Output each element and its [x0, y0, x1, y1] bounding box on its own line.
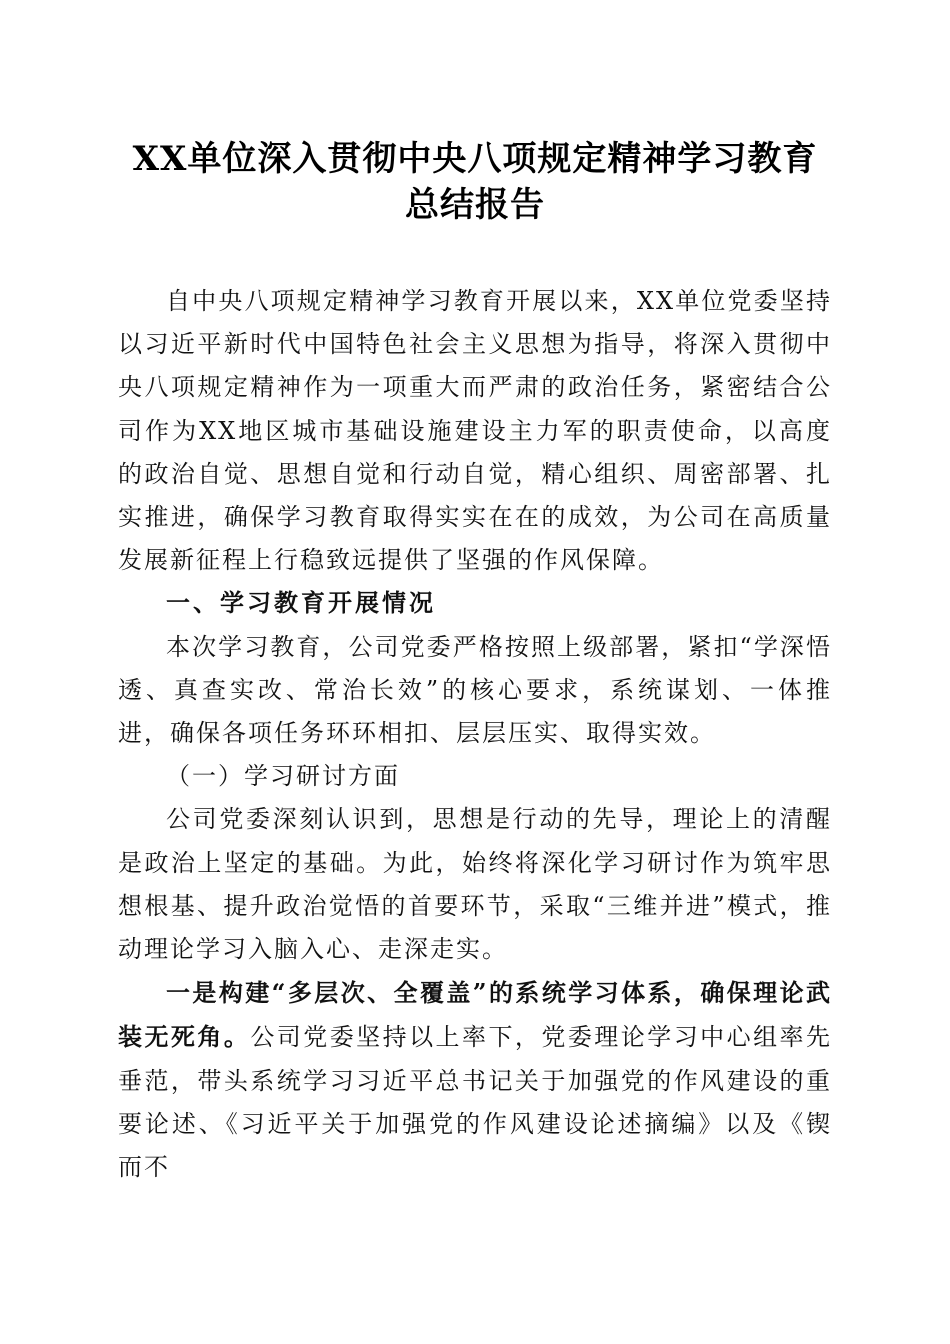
subsection-heading-1: （一）学习研讨方面 [166, 762, 400, 791]
section-heading-1: 一、学习教育开展情况 [166, 589, 436, 618]
point-1-lead: 一是构建“多层次、全覆盖”的系统学习体系，确保理论武装无死角。 [118, 978, 832, 1052]
section-1-paragraph: 本次学习教育，公司党委严格按照上级部署，紧扣“学深悟透、真查实改、常治长效”的核心要求，系统谋划、一体推进，确保各项任务环环相扣、层层压实、取得实效。 [118, 632, 832, 748]
intro-paragraph: 自中央八项规定精神学习教育开展以来，XX单位党委坚持以习近平新时代中国特色社会主义思想为指导，将深入贯彻中央八项规定精神作为一项重大而严肃的政治任务，紧密结合公司作为XX地区城市基础设施建设主力军的职责使命，以高度的政治自觉、思想自觉和行动自觉，精心组织、周密部署、扎实推进，确保学习教育取得实实在在的成效，为公司在高质量发展新征程上行稳致远提供了坚强的作风保障。 [118, 287, 832, 575]
document-title [110, 136, 840, 228]
title-line-1: XX单位深入贯彻中央八项规定精神学习教育 [132, 139, 818, 179]
subsection-1-paragraph: 公司党委深刻认识到，思想是行动的先导，理论上的清醒是政治上坚定的基础。为此，始终将深化学习研讨作为筑牢思想根基、提升政治觉悟的首要环节，采取“三维并进”模式，推动理论学习入脑入心、走深走实。 [118, 805, 832, 964]
document-body [118, 280, 832, 1189]
title-line-2: 总结报告 [405, 185, 545, 225]
point-1-paragraph [118, 971, 832, 1189]
point-1-text: 公司党委坚持以上率下，党委理论学习中心组率先垂范，带头系统学习习近平总书记关于加强党的作风建设的重要论述、《习近平关于加强党的作风建设论述摘编》以及《锲而不 [118, 1023, 833, 1182]
